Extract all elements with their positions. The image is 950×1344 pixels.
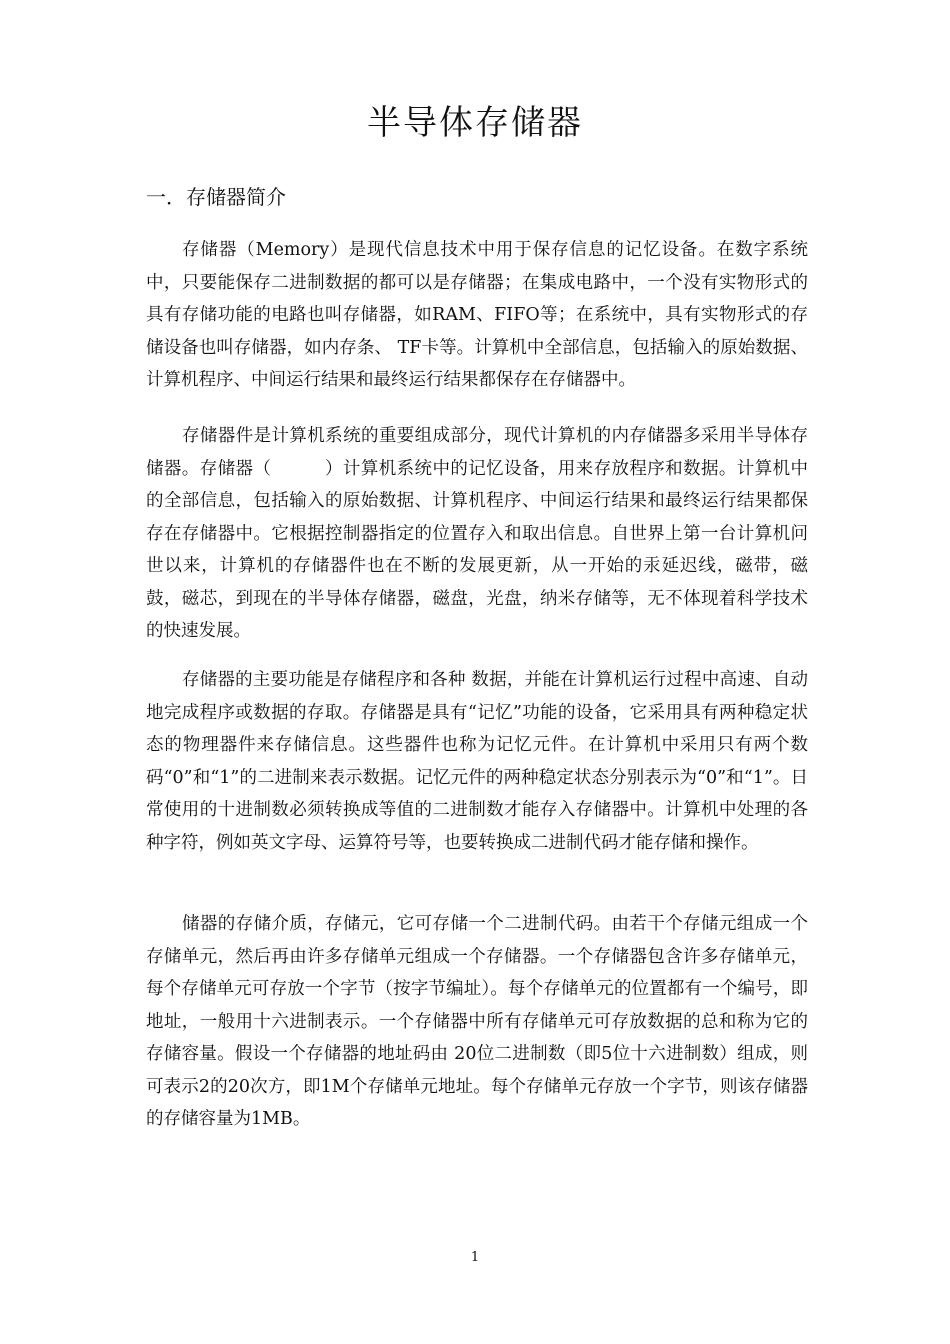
paragraph-memory-components: 存储器件是计算机系统的重要组成部分，现代计算机的内存储器多采用半导体存储器。存储器（ ）计算机系统中的记忆设备，用来存放程序和数据。计算机中的全部信息，包括输入的原始数据、计算机程序、中间运行结果和最终运行结果都保存在存储器中。它根据控制器指定的位置存入和取出信息。自世界上第一台计算机问世以来，计算机的存储器件也在不断的发展更新，从一开始的汞延迟线，磁带，磁鼓，磁芯，到现在的半导体存储器，磁盘，光盘，纳米存储等，无不体现着科学技术的快速发展。 [146, 426, 808, 641]
page-number: 1 [470, 1250, 480, 1265]
document-title: 半导体存储器 [367, 103, 583, 143]
section-heading: 一．存储器简介 [146, 185, 286, 209]
paragraph-memory-units: 储器的存储介质，存储元，它可存储一个二进制代码。由若干个存储元组成一个存储单元，然后再由许多存储单元组成一个存储器。一个存储器包含许多存储单元，每个存储单元可存放一个字节（按字节编址）。每个存储单元的位置都有一个编号，即地址，一般用十六进制表示。一个存储器中所有存储单元可存放数据的总和称为它的存储容量。假设一个存储器的地址码由 20位二进制数（即5位十六进制数）组成，则可表示2的20次方，即1M个存储单元地址。每个存储单元存放一个字节，则该存储器的存储容量为1MB。 [146, 914, 808, 1129]
paragraph-memory-function: 存储器的主要功能是存储程序和各种 数据，并能在计算机运行过程中高速、自动地完成程序或数据的存取。存储器是具有“记忆”功能的设备，它采用具有两种稳定状态的物理器件来存储信息。这些器件也称为记忆元件。在计算机中采用只有两个数码“0”和“1”的二进制来表示数据。记忆元件的两种稳定状态分别表示为“0”和“1”。日常使用的十进制数必须转换成等值的二进制数才能存入存储器中。计算机中处理的各种字符，例如英文字母、运算符号等，也要转换成二进制代码才能存储和操作。 [146, 670, 808, 853]
paragraph-memory-intro: 存储器（Memory）是现代信息技术中用于保存信息的记忆设备。在数字系统中，只要能保存二进制数据的都可以是存储器；在集成电路中，一个没有实物形式的具有存储功能的电路也叫存储器，如RAM、FIFO等；在系统中，具有实物形式的存储设备也叫存储器，如内存条、 TF卡等。计算机中全部信息，包括输入的原始数据、计算机程序、中间运行结果和最终运行结果都保存在存储器中。 [146, 240, 808, 390]
